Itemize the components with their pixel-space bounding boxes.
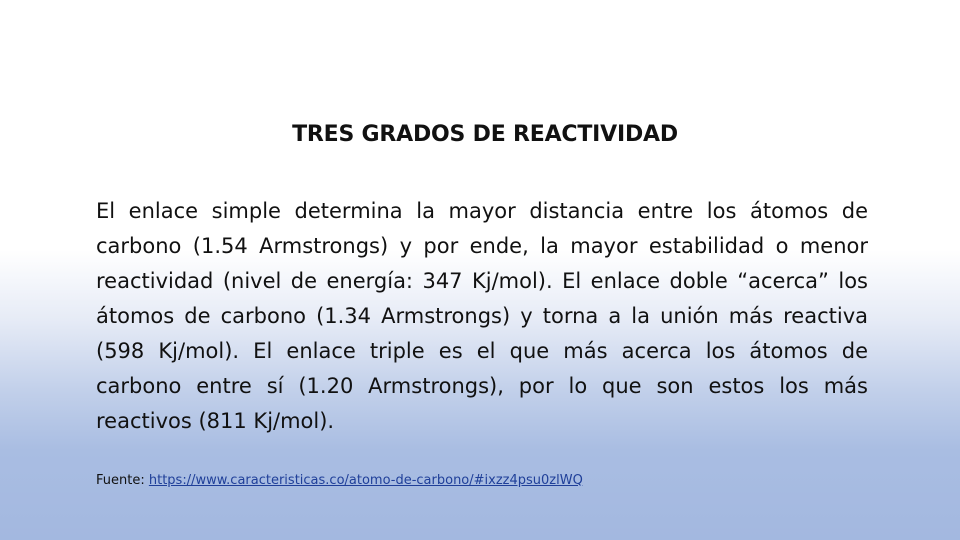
source-citation xyxy=(96,472,796,490)
body-paragraph: El enlace simple determina la mayor distancia entre los átomos de carbono (1.54 Armstrongs) y por ende, la mayor estabilidad o menor reactividad (nivel de energía: 347 Kj/mol). El enlace doble “acerca” los átomos de carbono (1.34 Armstrongs) y torna a la unión más reactiva (598 Kj/mol). El enlace triple es el que más acerca los átomos de carbono entre sí (1.20 Armstrongs), por lo que son estos los más reactivos (811 Kj/mol). xyxy=(96,199,868,433)
source-label: Fuente: xyxy=(96,473,149,488)
slide-title: TRES GRADOS DE REACTIVIDAD xyxy=(292,122,678,147)
source-link[interactable]: https://www.caracteristicas.co/atomo-de-carbono/#ixzz4psu0zlWQ xyxy=(148,473,583,488)
